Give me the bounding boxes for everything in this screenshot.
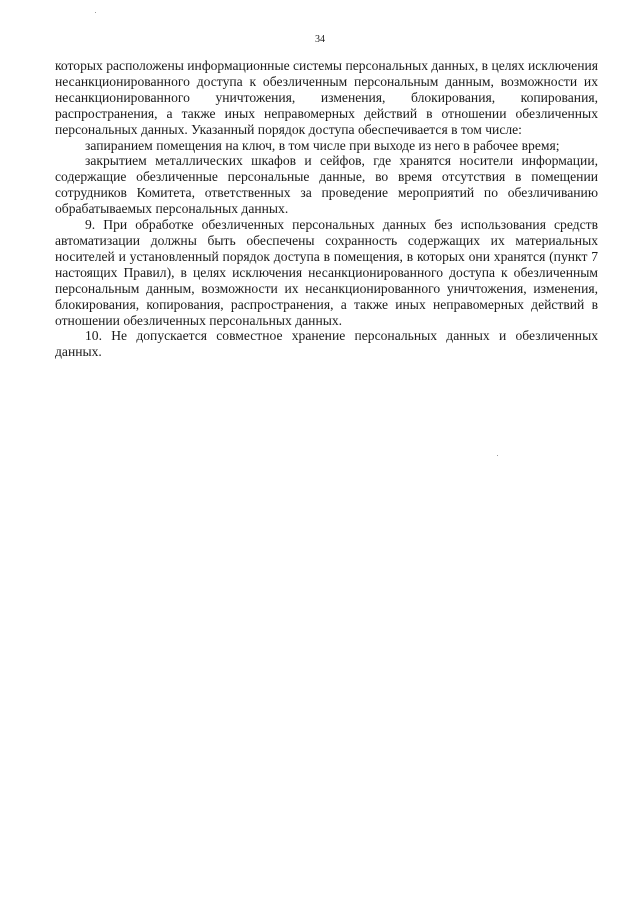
page-number: 34 bbox=[315, 34, 325, 45]
paragraph-item-9: 9. При обработке обезличенных персональных данных без использования средств автоматизации должны быть обеспечены сохранность содержащих их материальных носителей и установленный порядок доступа в помещения, в которых они хранятся (пункт 7 настоящих Правил), в целях исключения несанкционированного доступа к обезличенным персональным данным, возможности их несанкционированного уничтожения, изменения, блокирования, копирования, распространения, а также иных неправомерных действий в отношении обезличенных персональных данных. bbox=[55, 217, 598, 328]
paragraph-closing-cabinets: закрытием металлических шкафов и сейфов, где хранятся носители информации, содержащие обезличенные персональные данные, во время отсутствия в помещении сотрудников Комитета, ответственных за проведение мероприятий по обезличиванию обрабатываемых персональных данных. bbox=[55, 153, 598, 217]
scan-speck bbox=[497, 455, 498, 456]
paragraph-locking-room: запиранием помещения на ключ, в том числе при выходе из него в рабочее время; bbox=[85, 137, 560, 153]
document-body bbox=[55, 58, 598, 360]
paragraph-continuation: которых расположены информационные системы персональных данных, в целях исключения несанкционированного доступа к обезличенным персональным данным, возможности их несанкционированного уничтожения, изменения, блокирования, копирования, распространения, а также иных неправомерных действий в отношении обезличенных персональных данных. Указанный порядок доступа обеспечивается в том числе: bbox=[55, 58, 599, 137]
scan-speck bbox=[95, 12, 96, 13]
paragraph-item-10: 10. Не допускается совместное хранение персональных данных и обезличенных данных. bbox=[55, 328, 598, 360]
